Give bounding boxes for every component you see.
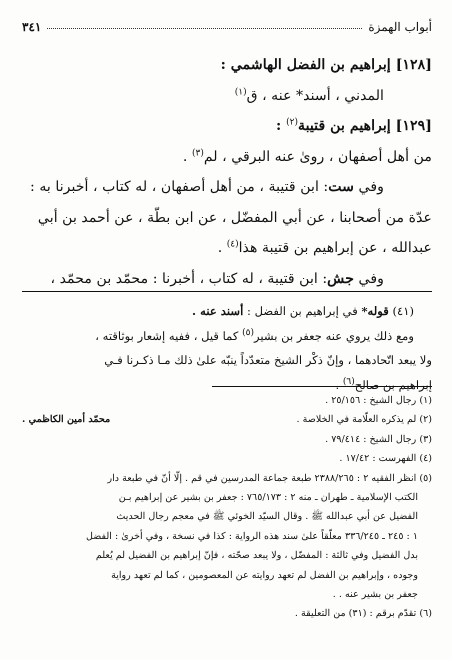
main-divider xyxy=(22,291,432,292)
footnote-5: (٥) انظر الفقيه ٢ : ٢٣٨٨/٢٦٥ طبعة جماعة المدرسين في قم . إلّا أنّ في طبعة دار xyxy=(107,472,432,484)
entry-129-line: من أهل أصفهان ، روىٰ عنه البرقي ، لم$^{(٣)}$ . xyxy=(182,147,432,165)
main-text xyxy=(22,50,432,294)
footnote-ref: (١) xyxy=(234,86,247,97)
footnote-5-cont: الفضيل عن أبي عبدالله ﷺ . وقال السيّد الخوئي ﷺ في معجم رجال الحديث xyxy=(116,511,418,523)
entry-128-description: المدني ، أسند* عنه ، ق$^{(١)}$ xyxy=(234,86,384,104)
footnote-ref: (٥) xyxy=(242,327,254,338)
entry-129-line: عبدالله ، عن إبراهيم بن قتيبة هذا$^{(٤)}$ . xyxy=(217,239,432,256)
footnote-5-cont: ١ : ٢٤٥ ـ ٣٣٦/٢٤٥ معلّقاً علىٰ سند هذه الرواية : كذا في نسخة ، وفي أخرىٰ : الفضل xyxy=(85,530,418,542)
page-number: ٣٤١ xyxy=(22,20,42,34)
footnote-2: (٢) لم يذكره العلّامة في الخلاصة . محمّد أمين الكاظمي . xyxy=(22,410,432,429)
footnote-4: (٤) الفهرست : ١٧/٤٢ . xyxy=(339,453,432,465)
footnote-5-cont: جعفر بن بشير عنه . . xyxy=(332,589,418,601)
footnote-6: (٦) تقدّم برقم : (٣١) من التعليقة . xyxy=(294,608,432,620)
footnote-5-cont: الكتب الإسلامية ـ طهران ـ منه ٢ : ٧٦٥/١٧٣ : جعفر بن بشير عن إبراهيم بـن xyxy=(118,492,418,504)
entry-129-line: عدّة من أصحابنا ، عن أبي المفضّل ، عن ابن بطّة ، عن أحمد بن أبي xyxy=(37,209,432,226)
footnote-5-cont: وجوده ، وإبراهيم بن الفضل لم تعهد روايته عن المعصومين ، كما لم تعهد رواية xyxy=(111,569,418,581)
entry-129-line: وفي ست: ابن قتيبة ، من أهل أصفهان ، له كتاب ، أخبرنا به : xyxy=(30,179,384,195)
footnote-author: محمّد أمين الكاظمي . xyxy=(22,414,111,426)
footnotes xyxy=(22,391,432,624)
commentary xyxy=(22,299,432,397)
commentary-line: ولا يبعد اتّحادهما ، وإنّ ذكْر الشيخ متعدّداً ينبّه علىٰ ذلك مـا ذكـرنا فـي xyxy=(104,353,432,368)
dotted-leader xyxy=(47,28,362,29)
section-title: أبواب الهمزة xyxy=(368,20,432,34)
commentary-line: (٤١) قوله* في إبراهيم بن الفضل : أسند عنه . xyxy=(192,304,414,318)
commentary-line: إبراهيم بن صالح$^{(٦)}$ . xyxy=(335,376,432,392)
footnote-3: (٣) رجال الشيخ : ٧٩/٤١٤ . xyxy=(325,433,432,445)
entry-129-heading: [١٢٩] إبراهيم بن قتيبة$^{(٢)}$ : xyxy=(275,117,432,134)
commentary-line: ومع ذلك يروي عنه جعفر بن بشير$^{(٥)}$ كما قيل ، ففيه إشعار بوثاقته ، xyxy=(95,327,414,343)
running-header xyxy=(22,8,432,34)
footnote-1: (١) رجال الشيخ : ٢٥/١٥٦ . xyxy=(325,395,432,406)
footnote-5-cont: بدل الفضيل وفي ثالثة : المفضّل ، ولا يبعد صحّته ، فإنّ إبراهيم بن الفضيل لم يُعلم xyxy=(95,550,418,562)
footnote-ref: (٣) xyxy=(191,147,204,158)
footnote-ref: (٢) xyxy=(286,117,299,128)
footnote-ref: (٦) xyxy=(342,376,355,387)
footnote-ref: (٤) xyxy=(226,239,239,250)
entry-129-line: وفي جش: ابن قتيبة ، له كتاب ، أخبرنا : محمّد بن محمّد ، xyxy=(50,270,384,287)
entry-128-heading: [١٢٨] إبراهيم بن الفضل الهاشمي : xyxy=(220,57,432,73)
footnote-divider xyxy=(212,386,432,387)
